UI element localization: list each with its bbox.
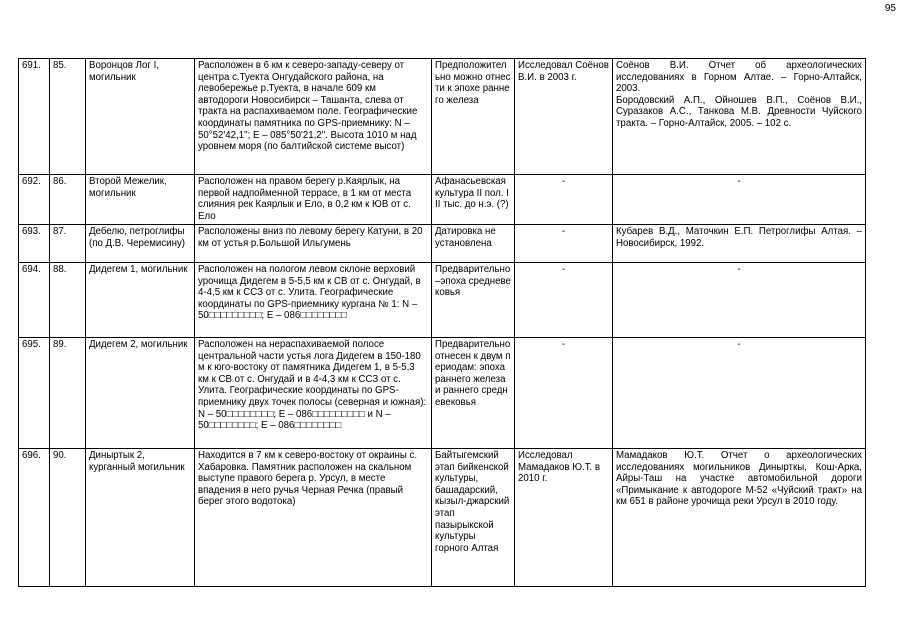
literature-cell [613, 225, 866, 263]
monument-location: Расположен на правом берегу р.Каярлык, на первой надпойменной террасе, в 1 км от места слияния рек Каярлык и Ело, в 0,2 км к ЮВ от с. Ело [195, 175, 432, 225]
research-info: Исследовал Соёнов В.И. в 2003 г. [515, 59, 613, 175]
literature-entry: - [737, 339, 741, 350]
literature-entry: Соёнов В.И. Отчет об археологических исследованиях в Горном Алтае. – Горно-Алтайск, 2003. [616, 60, 862, 95]
monument-name: Диныртык 2, курганный могильник [86, 449, 195, 587]
monument-name: Второй Межелик, могильник [86, 175, 195, 225]
monument-location: Расположен на пологом левом склоне верховий урочища Дидегем в 5-5,5 км к СВ от с. Онгудай, в 4-4,5 км к ССЗ от с. Улита. Географические координаты по GPS-приемнику кургана № 1: N – 50□□□□□□□□□; E – 086□□□□□□□□ [195, 263, 432, 338]
row-sub-number: 90. [50, 449, 86, 587]
literature-cell [613, 175, 866, 225]
monument-name: Дебелю, петроглифы (по Д.В. Черемисину) [86, 225, 195, 263]
literature-cell [613, 59, 866, 175]
monument-location: Расположены вниз по левому берегу Катуни, в 20 км от устья р.Большой Ильгумень [195, 225, 432, 263]
literature-entry: Мамадаков Ю.Т. Отчет о археологических исследованиях могильников Динырткы, Кош-Арка, Айры-Таш на участке автомобильной дороги «Примыкание к автодороге М-52 «Чуйский тракт» на км 651 в районе урочища реки Урсул в 2010 году. [616, 450, 862, 508]
row-sub-number: 89. [50, 338, 86, 449]
row-number: 696. [19, 449, 50, 587]
literature-entry: - [737, 264, 741, 275]
monument-registry-table [18, 58, 866, 587]
monument-dating: Предположительно можно отнести к эпохе раннего железа [432, 59, 515, 175]
research-info: - [515, 338, 613, 449]
row-number: 695. [19, 338, 50, 449]
monument-name: Дидегем 1, могильник [86, 263, 195, 338]
monument-dating: Предварительно –эпоха средневековья [432, 263, 515, 338]
monument-dating: Афанасьевская культура II пол. III тыс. до н.э. (?) [432, 175, 515, 225]
research-info: Исследовал Мамадаков Ю.Т. в 2010 г. [515, 449, 613, 587]
table-row [19, 225, 866, 263]
monument-name: Дидегем 2, могильник [86, 338, 195, 449]
row-number: 691. [19, 59, 50, 175]
literature-cell [613, 449, 866, 587]
literature-entry: - [737, 176, 741, 187]
monument-location: Расположен на нераспахиваемой полосе центральной части устья лога Дидегем в 150-180 м к юго-востоку от памятника Дидегем 1, в 5-5,3 км к СВ от с. Онгудай и в 4-4,3 км к ССЗ от с. Улита. Географические координаты по GPS-приемнику двух точек полосы (северная и южная): N – 50□□□□□□□□; E – 086□□□□□□□□□ и N – 50□□□□□□□□; E – 086□□□□□□□□ [195, 338, 432, 449]
table-row [19, 338, 866, 449]
monument-location: Расположен в 6 км к северо-западу-северу от центра с.Туекта Онгудайского района, на левобережье р.Туекта, в начале 609 км автодороги Новосибирск – Ташанта, слева от тракта на распахиваемом поле. Географические координаты памятника по GPS-приемнику: N – 50°52'42,1"; E – 085°50'21,2". Высота 1010 м над уровнем моря (по балтийской системе высот) [195, 59, 432, 175]
research-info: - [515, 263, 613, 338]
page-number: 95 [884, 3, 896, 14]
row-sub-number: 85. [50, 59, 86, 175]
table-row [19, 59, 866, 175]
row-number: 692. [19, 175, 50, 225]
literature-cell [613, 338, 866, 449]
table-row [19, 263, 866, 338]
table-row [19, 449, 866, 587]
literature-entry: Кубарев В.Д., Маточкин Е.П. Петроглифы Алтая. – Новосибирск, 1992. [616, 226, 862, 249]
row-number: 694. [19, 263, 50, 338]
literature-cell [613, 263, 866, 338]
monument-dating: Датировка не установлена [432, 225, 515, 263]
monument-dating: Байтыгемский этап бийкенской культуры, башадарский, кызыл-джарский этап пазырыкской культуры горного Алтая [432, 449, 515, 587]
monument-dating: Предварительно отнесен к двум периодам: эпоха раннего железа и раннего средневековья [432, 338, 515, 449]
research-info: - [515, 225, 613, 263]
monument-name: Воронцов Лог I, могильник [86, 59, 195, 175]
literature-entry: Бородовский А.П., Ойношев В.П., Соёнов В.И., Суразаков А.С., Танкова М.В. Древности Чуйского тракта. – Горно-Алтайск, 2005. – 102 с. [616, 94, 862, 129]
row-sub-number: 87. [50, 225, 86, 263]
row-sub-number: 88. [50, 263, 86, 338]
monument-location: Находится в 7 км к северо-востоку от окраины с. Хабаровка. Памятник расположен на скальном выступе правого берега р. Урсул, в месте впадения в него ручья Черная Речка (правый берег этого водотока) [195, 449, 432, 587]
row-sub-number: 86. [50, 175, 86, 225]
table-row [19, 175, 866, 225]
row-number: 693. [19, 225, 50, 263]
research-info: - [515, 175, 613, 225]
